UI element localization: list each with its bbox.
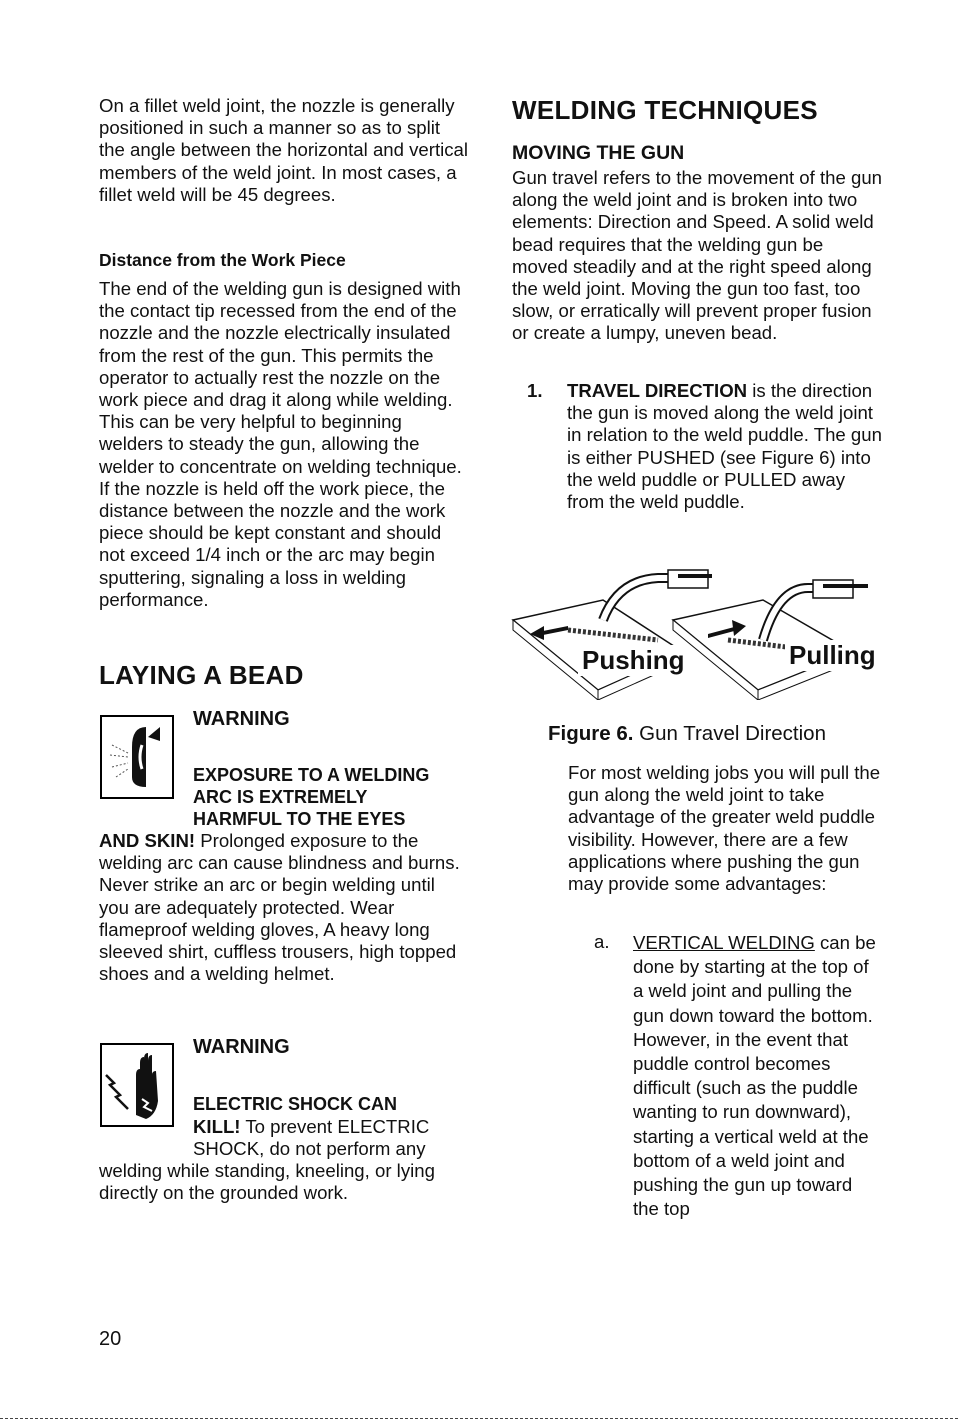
- vertical-welding-term: VERTICAL WELDING: [633, 932, 815, 953]
- item-a-body: can be done by starting at the top of a weld joint and pulling the gun down toward the bottom. However, in the event that puddle control becomes difficult (such as the puddle wanting to run downward), starting a vertical weld at the bottom of a weld joint and pushing the gun up toward the top: [633, 932, 876, 1220]
- intro-paragraph: On a fillet weld joint, the nozzle is generally positioned in such a manner so as to split the angle between the horizontal and vertical members of the weld joint. In most cases, a fillet weld will be 45 degrees.: [99, 95, 469, 205]
- figure-caption-label: Figure 6.: [548, 722, 634, 745]
- electric-shock-hand-icon: [100, 1043, 174, 1127]
- figure-caption: [548, 722, 826, 746]
- warning-label-1: WARNING: [193, 708, 290, 730]
- pulling-label: Pulling: [785, 640, 880, 671]
- laying-heading: LAYING A BEAD: [99, 660, 304, 690]
- figure-caption-text: Gun Travel Direction: [633, 722, 826, 745]
- gun-travel-illustration: [508, 560, 878, 700]
- figure-6: [508, 560, 878, 700]
- moving-gun-paragraph: Gun travel refers to the movement of the gun along the weld joint and is broken into two elements: Direction and Speed. A solid weld bead requires that the welding gun be moved steadily and at the right speed along the weld joint. Moving the gun too fast, too slow, or erratically will prevent proper fusion or create a lumpy, uneven bead.: [512, 167, 883, 344]
- bottom-rule: [0, 1418, 958, 1419]
- hazard-line-2c: SHOCK, do not perform any: [193, 1138, 426, 1159]
- moving-gun-heading: MOVING THE GUN: [512, 142, 685, 164]
- hazard-line-2b-rest: To prevent ELECTRIC: [240, 1116, 430, 1137]
- distance-heading: Distance from the Work Piece: [99, 250, 346, 270]
- item1-term: TRAVEL DIRECTION: [567, 380, 748, 401]
- most-jobs-paragraph: For most welding jobs you will pull the gun along the weld joint to take advantage of the greater weld puddle visibility. However, there are a few applications where pushing the gun may provide some advantages:: [568, 762, 881, 895]
- item1-number: 1.: [527, 380, 543, 401]
- item1-body: is the direction the gun is moved along the weld joint in relation to the weld puddle. The gun is either PUSHED (see Figure 6) into the weld puddle or PULLED away from the weld puddle.: [567, 380, 882, 513]
- warning1-lead: AND SKIN!: [99, 830, 196, 851]
- hazard-line-1a: EXPOSURE TO A WELDING: [193, 765, 430, 785]
- welding-techniques-heading: WELDING TECHNIQUES: [512, 95, 818, 125]
- item1-paragraph: [567, 380, 882, 513]
- warning-label-2: WARNING: [193, 1036, 290, 1058]
- pushing-label: Pushing: [578, 645, 689, 676]
- hazard-line-2b: [193, 1116, 429, 1138]
- warning2-text: welding while standing, kneeling, or lying directly on the grounded work.: [99, 1160, 435, 1204]
- page-number: 20: [99, 1328, 122, 1350]
- eye-hazard-icon: [100, 715, 174, 799]
- hazard-line-2a: ELECTRIC SHOCK CAN: [193, 1094, 398, 1114]
- item-a-letter: a.: [594, 931, 610, 952]
- item-a-paragraph: [633, 931, 883, 1221]
- warning1-text: [99, 830, 469, 985]
- hazard-kill: KILL!: [193, 1116, 241, 1137]
- warning1-body: Prolonged exposure to the welding arc can cause blindness and burns. Never strike an arc or begin welding until you are adequately protected. Wear flameproof welding gloves, A heavy long sleeved shirt, cuffless trousers, high topped shoes and a welding helmet.: [99, 830, 460, 985]
- hazard-line-1b: ARC IS EXTREMELY: [193, 787, 368, 807]
- hazard-line-1c: HARMFUL TO THE EYES: [193, 809, 406, 829]
- distance-paragraph: The end of the welding gun is designed with the contact tip recessed from the end of the nozzle and the nozzle electrically insulated from the rest of the gun. This permits the operator to actually rest the nozzle on the work piece and drag it along while welding. This can be very helpful to beginning welders to steady the gun, allowing the welder to concentrate on welding technique. If the nozzle is held off the work piece, the distance between the nozzle and the work piece should be kept constant and should not exceed 1/4 inch or the arc may begin sputtering, signaling a loss in welding performance.: [99, 278, 462, 610]
